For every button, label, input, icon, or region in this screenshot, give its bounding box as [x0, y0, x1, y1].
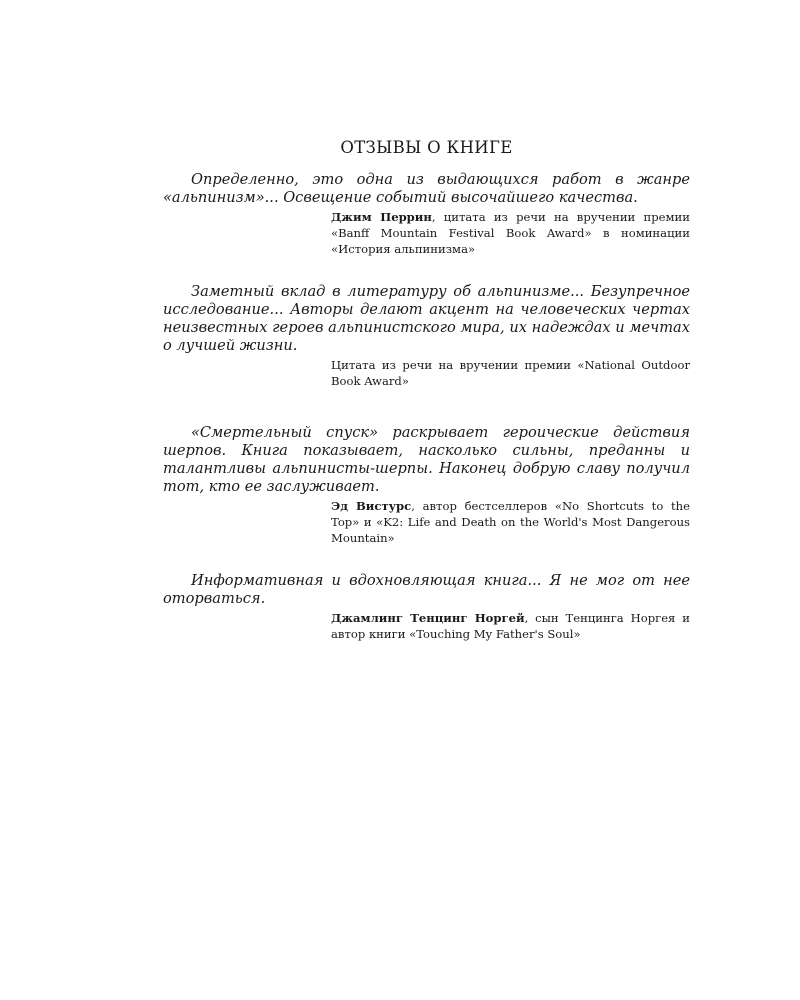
review-attribution [331, 358, 690, 390]
review-attribution-text: , сын Тенцинга Норгея и автор книги «Touching My Father's Soul» [331, 611, 690, 642]
review-attribution-text: , цитата из речи на вручении премии «Banff Mountain Festival Book Award» в номинации «История альпинизма» [331, 210, 690, 256]
review-author: Джим Перрин [331, 210, 432, 224]
review-quote: Определенно, это одна из выдающихся работ в жанре «альпинизм»... Освещение событий высочайшего качества. [163, 171, 690, 206]
review-2 [163, 283, 690, 390]
review-author: Эд Вистурс [331, 498, 412, 513]
review-attribution [331, 499, 690, 546]
review-attribution [331, 210, 690, 257]
review-4 [163, 572, 690, 643]
review-quote: Информативная и вдохновляющая книга... Я не мог от нее оторваться. [163, 572, 690, 608]
review-3 [163, 424, 690, 546]
review-quote: «Смертельный спуск» раскрывает героические действия шерпов. Книга показывает, насколько сильны, преданны и талантливы альпинисты-шерпы. Наконец добрую славу получил тот, кто ее заслуживает. [163, 423, 690, 495]
review-attribution [331, 611, 690, 643]
book-page [163, 138, 690, 643]
page-title: ОТЗЫВЫ О КНИГЕ [340, 138, 513, 157]
review-attribution-text: Цитата из речи на вручении премии «National Outdoor Book Award» [331, 358, 690, 389]
review-author: Джамлинг Тенцинг Норгей [331, 611, 525, 626]
review-quote: Заметный вклад в литературу об альпинизме... Безупречное исследование... Авторы делают акцент на человеческих чертах неизвестных героев альпинистского мира, их надеждах и мечтах о лучшей жизни. [163, 283, 690, 355]
review-1 [163, 171, 690, 257]
review-attribution-text: , автор бестселлеров «No Shortcuts to the Top» и «K2: Life and Death on the World's Most Dangerous Mountain» [331, 498, 690, 545]
